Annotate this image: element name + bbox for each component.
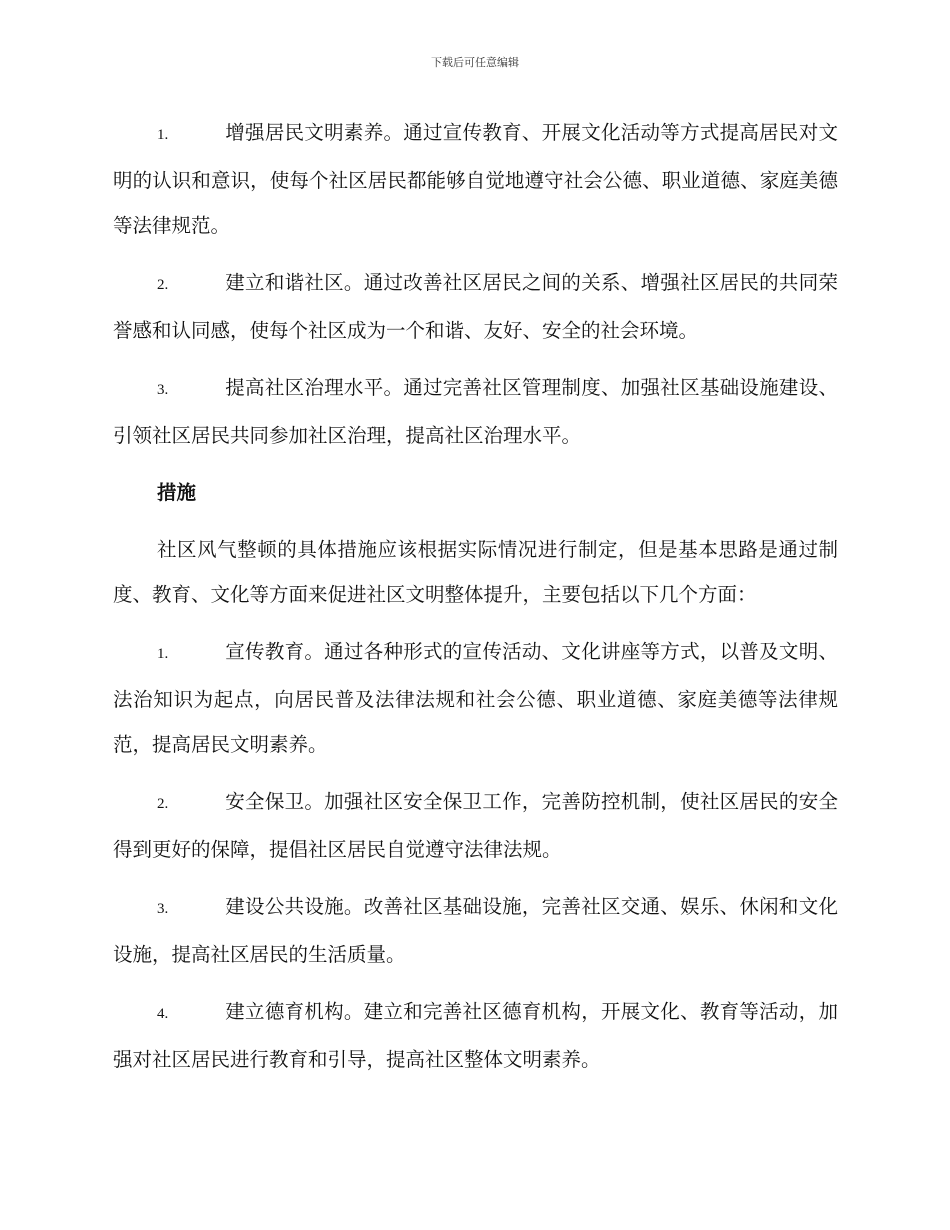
list-number: 4. xyxy=(157,1006,169,1022)
list-text: 建立和谐社区。通过改善社区居民之间的关系、增强社区居民的共同荣誉感和认同感，使每个社区成为一个和谐、友好、安全的社会环境。 xyxy=(113,271,838,342)
measure-item xyxy=(113,779,838,872)
list-text: 提高社区治理水平。通过完善社区管理制度、加强社区基础设施建设、引领社区居民共同参加社区治理，提高社区治理水平。 xyxy=(113,376,838,447)
goal-item xyxy=(113,110,838,248)
document-body xyxy=(113,110,838,1094)
intro-paragraph: 社区风气整顿的具体措施应该根据实际情况进行制定，但是基本思路是通过制度、教育、文化等方面来促进社区文明整体提升，主要包括以下几个方面： xyxy=(113,538,838,606)
list-text: 宣传教育。通过各种形式的宣传活动、文化讲座等方式，以普及文明、法治知识为起点，向居民普及法律法规和社会公德、职业道德、家庭美德等法律规范，提高居民文明素养。 xyxy=(113,640,838,756)
page-header: 下载后可任意编辑 xyxy=(431,56,519,69)
measure-item xyxy=(113,629,838,767)
list-text: 建立德育机构。建立和完善社区德育机构，开展文化、教育等活动，加强对社区居民进行教育和引导，提高社区整体文明素养。 xyxy=(113,1000,838,1071)
list-text: 增强居民文明素养。通过宣传教育、开展文化活动等方式提高居民对文明的认识和意识，使每个社区居民都能够自觉地遵守社会公德、职业道德、家庭美德等法律规范。 xyxy=(113,121,838,237)
list-text: 建设公共设施。改善社区基础设施，完善社区交通、娱乐、休闲和文化设施，提高社区居民的生活质量。 xyxy=(113,895,838,966)
list-number: 1. xyxy=(157,646,169,662)
list-number: 3. xyxy=(157,901,169,917)
goal-item xyxy=(113,260,838,353)
section-heading: 措施 xyxy=(157,481,197,504)
list-number: 2. xyxy=(157,277,169,293)
measure-item xyxy=(113,884,838,977)
list-number: 1. xyxy=(157,127,169,143)
list-number: 3. xyxy=(157,382,169,398)
list-text: 安全保卫。加强社区安全保卫工作，完善防控机制，使社区居民的安全得到更好的保障，提倡社区居民自觉遵守法律法规。 xyxy=(113,790,838,861)
list-number: 2. xyxy=(157,796,169,812)
goal-item xyxy=(113,365,838,458)
measure-item xyxy=(113,989,838,1082)
